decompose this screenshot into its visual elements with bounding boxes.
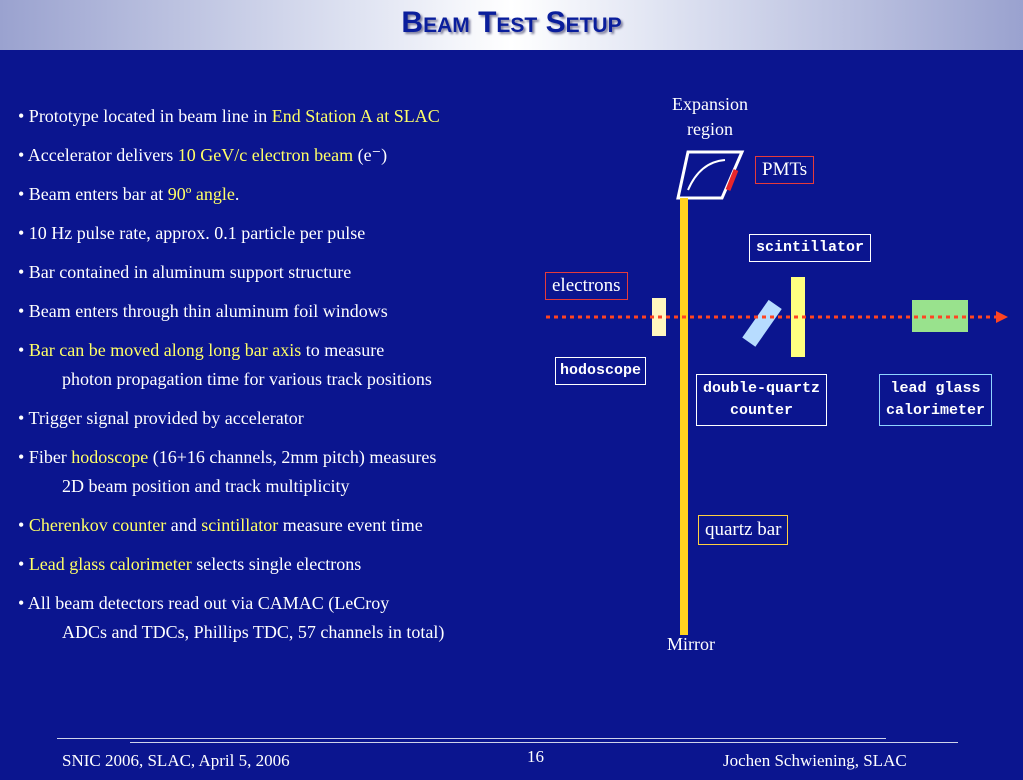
bullet-text: . [234, 184, 240, 204]
footer-divider-2 [130, 742, 958, 743]
bullet-text: • Prototype located in beam line in [18, 106, 272, 126]
bullet-continuation: ADCs and TDCs, Phillips TDC, 57 channels in total) [62, 622, 445, 642]
bullet-text: and [166, 515, 202, 535]
bullet-text: • [18, 554, 29, 574]
hodoscope-label: hodoscope [555, 357, 646, 385]
bullet-continuation: photon propagation time for various track positions [62, 369, 432, 389]
pmts-label: PMTs [755, 156, 814, 184]
scintillator-label: scintillator [749, 234, 871, 262]
double-quartz-block [742, 300, 781, 347]
bullet-text: • Fiber [18, 447, 72, 467]
bullet-text: selects single electrons [191, 554, 362, 574]
bullet-text: (16+16 channels, 2mm pitch) measures [148, 447, 437, 467]
beam-arrowhead [996, 311, 1008, 323]
double-quartz-counter-label: double-quartz counter [696, 374, 827, 426]
lead-glass-calorimeter-label: lead glass calorimeter [879, 374, 992, 426]
bullet-text: • Beam enters bar at [18, 184, 168, 204]
bullet-text: measure event time [278, 515, 423, 535]
highlighted-text: 10 GeV/c electron beam [177, 145, 354, 165]
bullet-text: • Beam enters through thin aluminum foil windows [18, 301, 388, 321]
quartz-bar-label: quartz bar [698, 515, 788, 545]
bullet-text: • [18, 340, 29, 360]
mirror-label: Mirror [667, 634, 715, 654]
highlighted-text: End Station A at SLAC [271, 106, 440, 126]
highlighted-text: hodoscope [71, 447, 149, 467]
highlighted-text: scintillator [201, 515, 279, 535]
bullet-text: • 10 Hz pulse rate, approx. 0.1 particle per pulse [18, 223, 366, 243]
bullet-text: • Bar contained in aluminum support structure [18, 262, 352, 282]
bullet-text: • Trigger signal provided by accelerator [18, 408, 304, 428]
bullet-text: • Accelerator delivers [18, 145, 178, 165]
bullet-text: • [18, 515, 29, 535]
footer-divider [57, 738, 886, 739]
highlighted-text: 90º angle [167, 184, 235, 204]
bullet-continuation: 2D beam position and track multiplicity [62, 476, 350, 496]
page-number: 16 [527, 747, 544, 766]
footer-author: Jochen Schwiening, SLAC [723, 751, 907, 770]
bullet-text: • All beam detectors read out via CAMAC (LeCroy [18, 593, 390, 613]
highlighted-text: Bar can be moved along long bar axis [28, 340, 302, 360]
slide-title: Beam Test Setup [401, 6, 622, 39]
electrons-label: electrons [545, 272, 628, 300]
bullet-text: to measure [301, 340, 385, 360]
footer-event: SNIC 2006, SLAC, April 5, 2006 [62, 751, 290, 770]
highlighted-text: Lead glass calorimeter [28, 554, 192, 574]
bullet-text: (e⁻) [353, 145, 388, 165]
expansion-region-label: Expansion region [672, 94, 748, 139]
highlighted-text: Cherenkov counter [28, 515, 167, 535]
quartz-bar [680, 198, 688, 635]
